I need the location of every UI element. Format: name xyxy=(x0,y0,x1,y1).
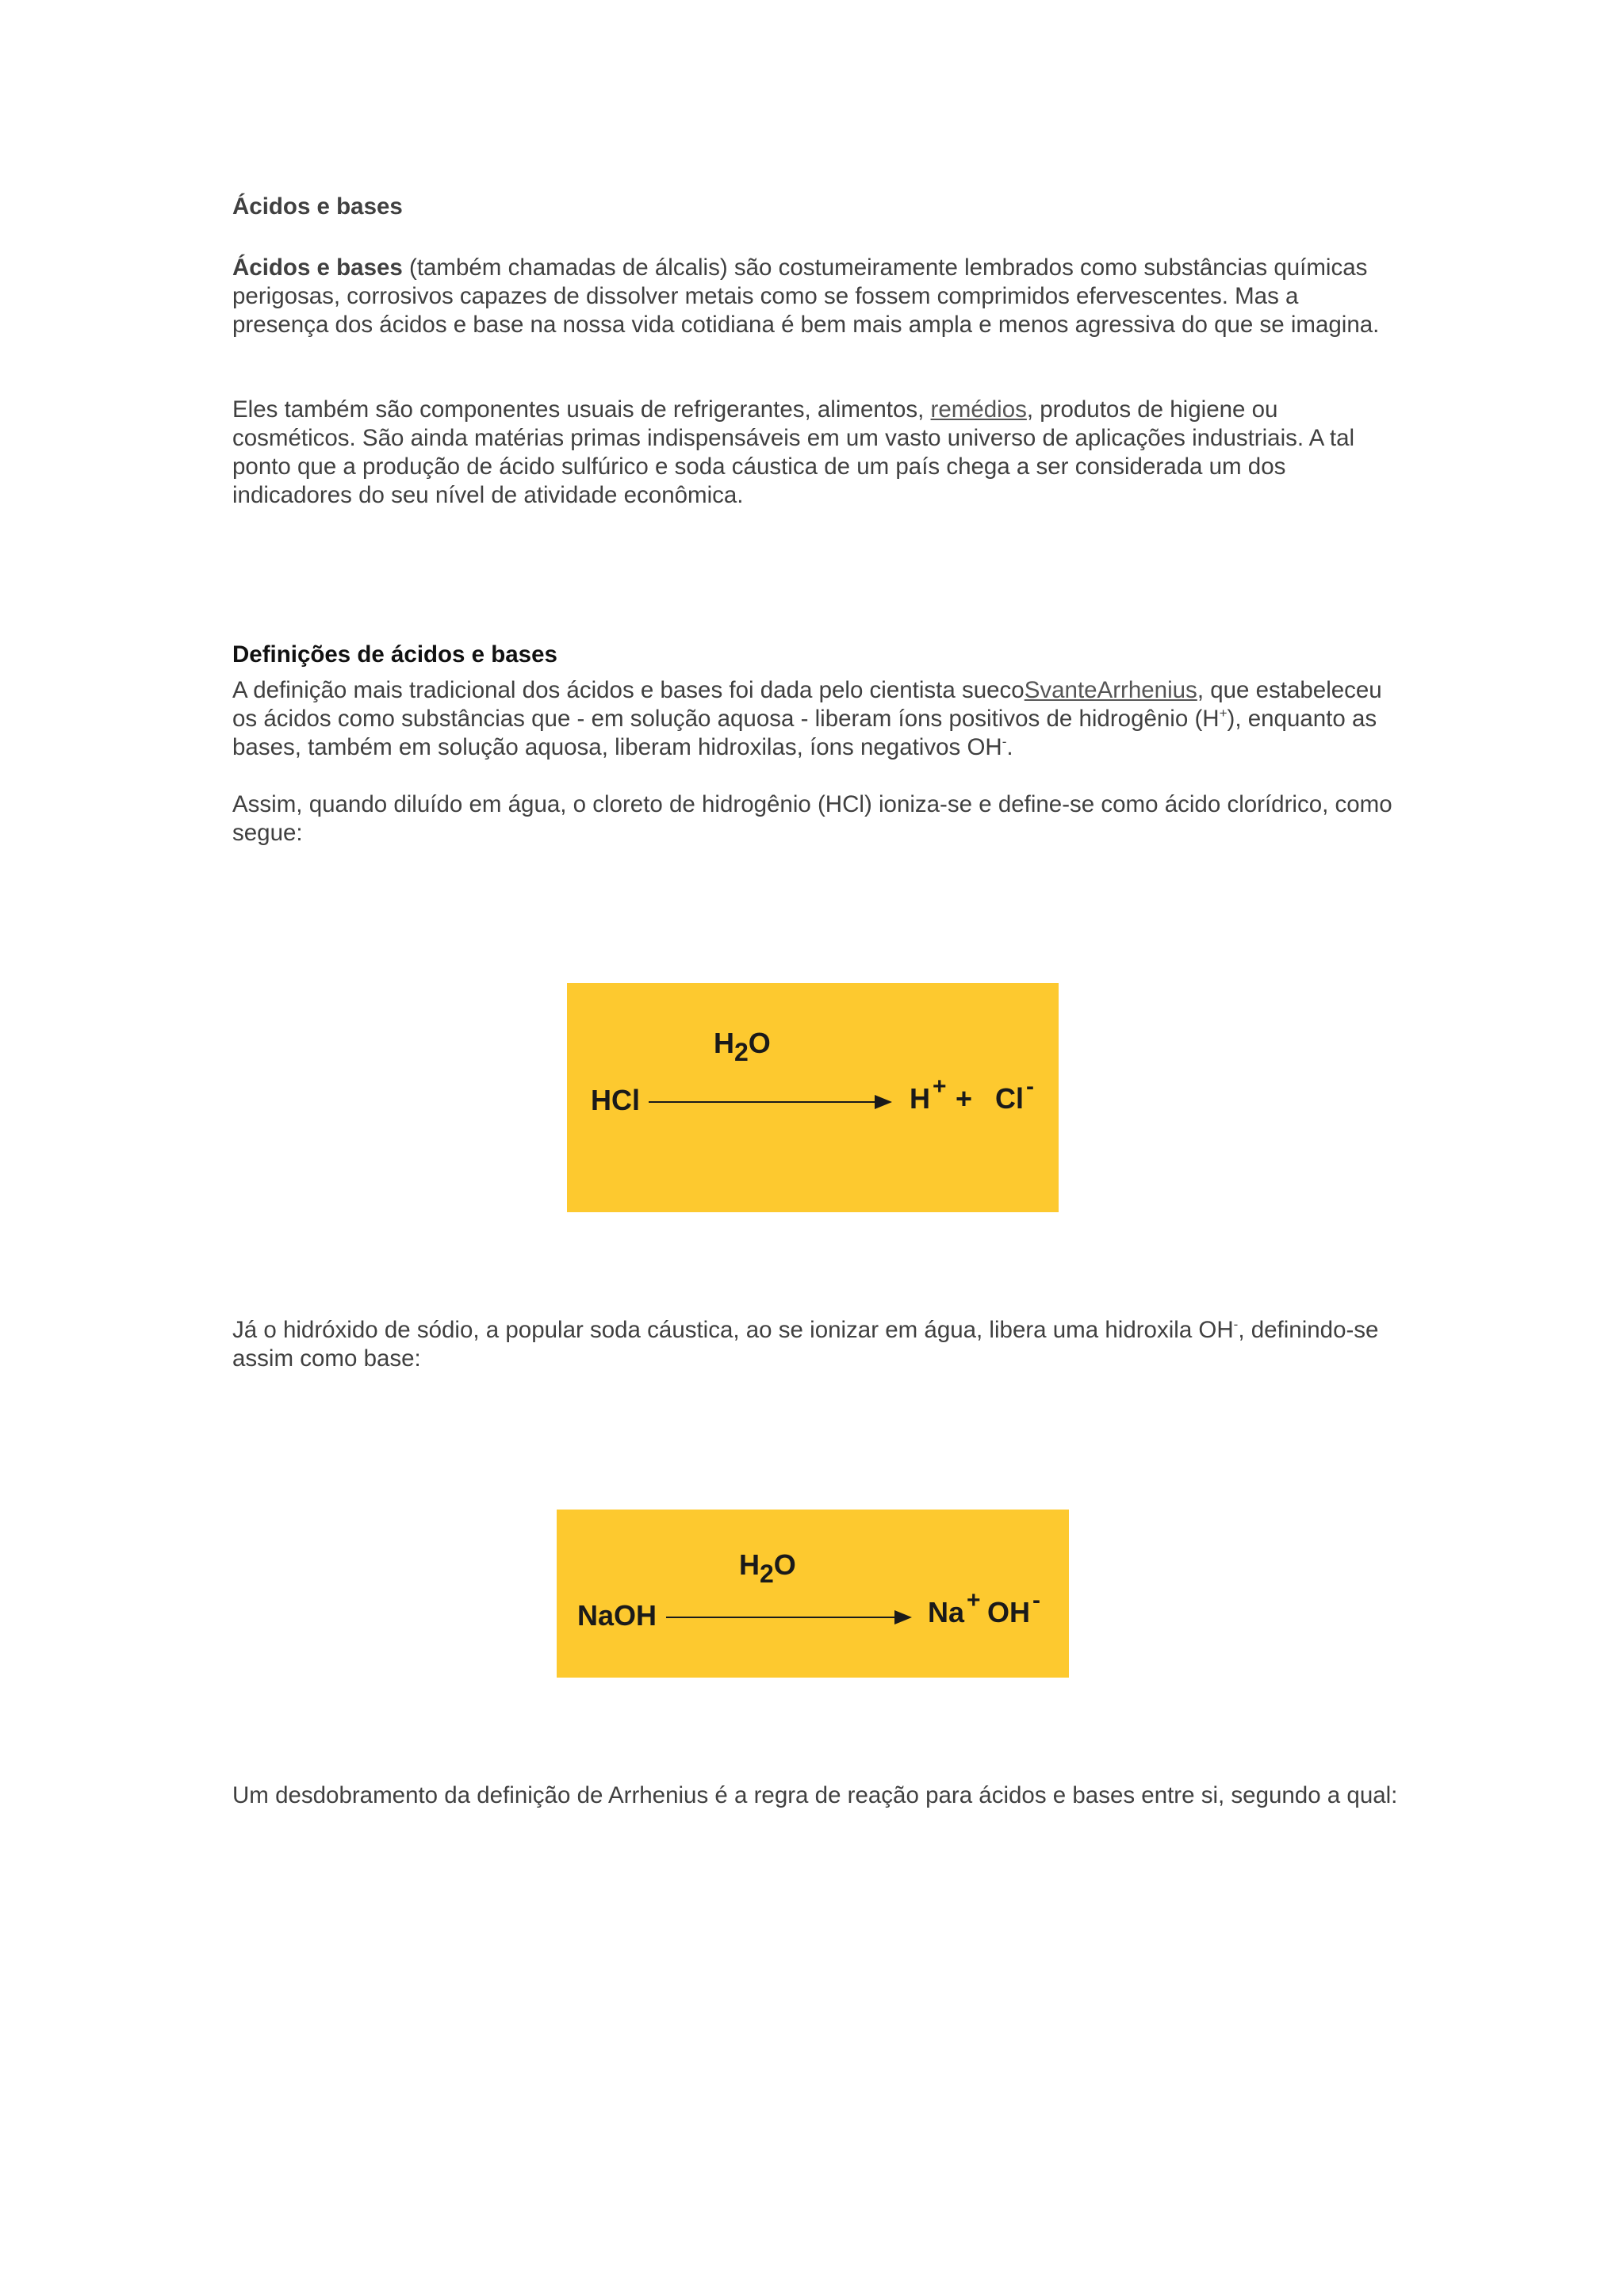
eq1-solvent: H2O xyxy=(714,1027,771,1066)
eq2-product-na: Na + xyxy=(928,1587,981,1628)
eq2-solvent: H2O xyxy=(739,1548,796,1588)
definitions-heading: Definições de ácidos e bases xyxy=(232,641,557,668)
hydroxyl-charge: - xyxy=(1002,734,1007,750)
naoh-equation-image xyxy=(557,1510,1069,1678)
closing-paragraph: Um desdobramento da definição de Arrhenius é a regra de reação para ácidos e bases entre si, segundo a qual: xyxy=(232,1782,1398,1808)
intro-paragraph xyxy=(232,254,1398,339)
intro-lead: Ácidos e bases xyxy=(232,254,403,281)
definition-text-3: ), enquanto as bases, também em solução aquosa, liberam hidroxilas, íons negativos OH xyxy=(232,706,1377,760)
definition-text-end: . xyxy=(1006,734,1013,760)
uses-text-after: , produtos de higiene ou cosméticos. São ainda matérias primas indispensáveis em um vasto universo de aplicações industriais. A tal ponto que a produção de ácido sulfúrico e soda cáustica de um país chega a ser considerada um dos indicadores do seu nível de atividade econômica. xyxy=(232,396,1355,508)
eq1-arrow xyxy=(649,1101,891,1103)
eq2-product-oh: OH - xyxy=(987,1587,1040,1628)
hcl-equation-image xyxy=(567,983,1059,1212)
eq1-plus: + xyxy=(956,1082,973,1115)
naoh-text-after: , definindo-se assim como base: xyxy=(232,1317,1379,1372)
definition-text-2: , que estabeleceu os ácidos como substâncias que - em solução aquosa - liberam íons positivos de hidrogênio (H xyxy=(232,677,1382,732)
naoh-text-before: Já o hidróxido de sódio, a popular soda cáustica, ao se ionizar em água, libera uma hidroxila OH xyxy=(232,1317,1234,1343)
hcl-intro-paragraph: Assim, quando diluído em água, o cloreto de hidrogênio (HCl) ioniza-se e define-se como ácido clorídrico, como segue: xyxy=(232,791,1392,846)
definition-paragraph xyxy=(232,676,1398,762)
eq1-reactant: HCl xyxy=(591,1084,640,1116)
uses-text-before: Eles também são componentes usuais de refrigerantes, alimentos, xyxy=(232,396,931,423)
hydrogen-charge: + xyxy=(1219,706,1228,721)
arrhenius-link[interactable]: SvanteArrhenius xyxy=(1024,677,1197,703)
eq2-reactant: NaOH xyxy=(577,1599,657,1632)
uses-paragraph xyxy=(232,396,1398,510)
naoh-intro-paragraph xyxy=(232,1316,1398,1373)
eq1-product-h: H + xyxy=(910,1073,947,1115)
eq2-arrow xyxy=(666,1617,910,1618)
definition-text-1: A definição mais tradicional dos ácidos e bases foi dada pelo cientista sueco xyxy=(232,677,1025,703)
remedios-link[interactable]: remédios xyxy=(930,396,1027,423)
page-title: Ácidos e bases xyxy=(232,193,403,220)
naoh-hydroxyl-charge: - xyxy=(1233,1317,1239,1333)
intro-text: (também chamadas de álcalis) são costumeiramente lembrados como substâncias químicas perigosas, corrosivos capazes de dissolver metais como se fossem comprimidos efervescentes. Mas a presença dos ácidos e base na nossa vida cotidiana é bem mais ampla e menos agressiva do que se imagina. xyxy=(232,254,1380,338)
eq1-product-cl: Cl - xyxy=(995,1073,1034,1115)
